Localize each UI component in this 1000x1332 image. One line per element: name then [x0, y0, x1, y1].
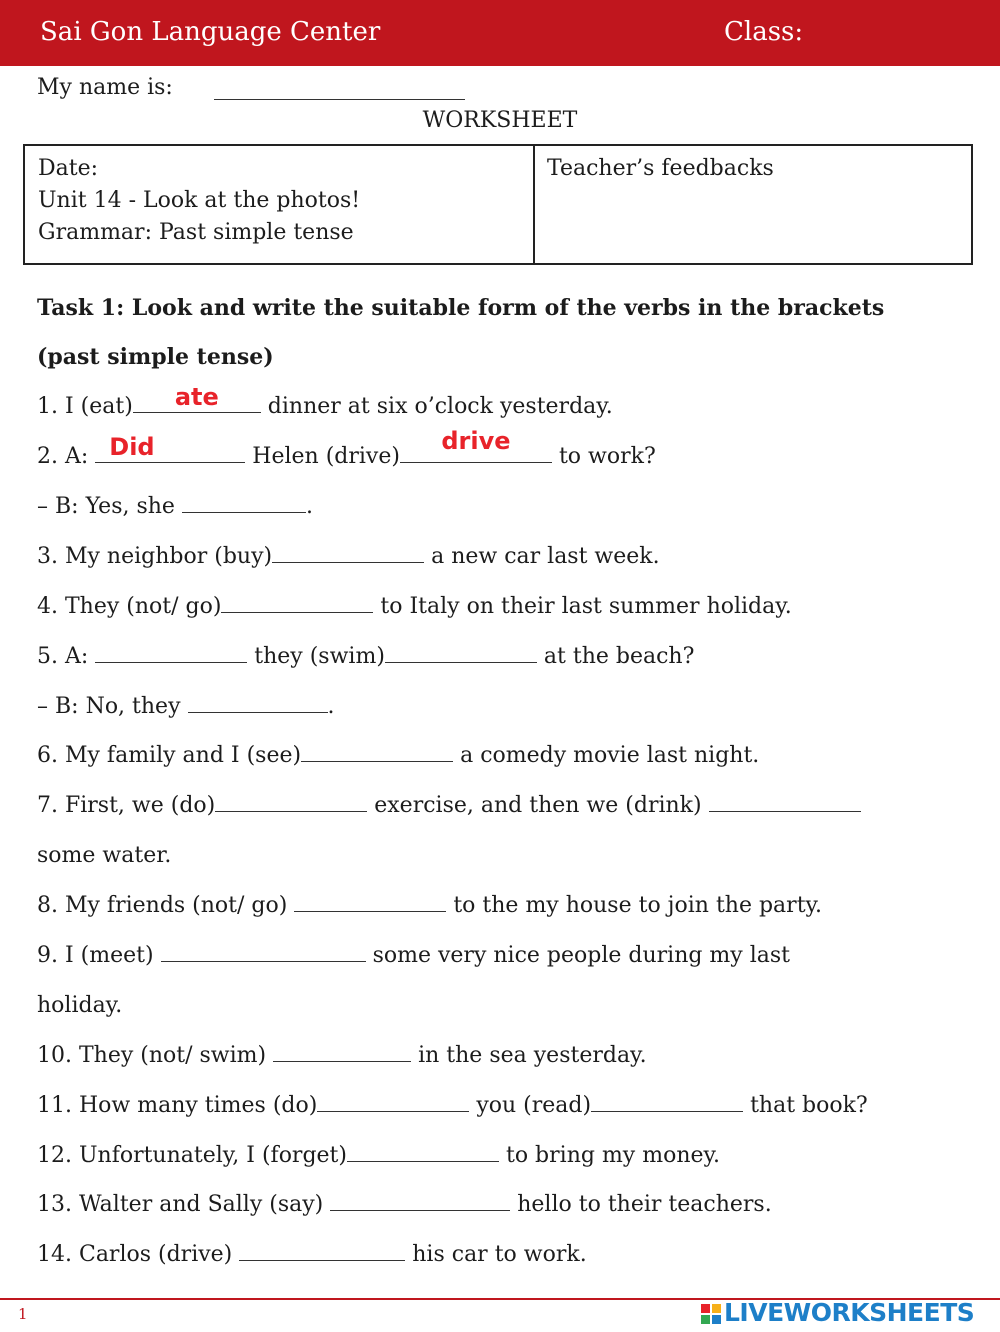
question-11: 11. How many times (do) you (read) that book?	[37, 1089, 868, 1123]
grammar-label: Grammar: Past simple tense	[38, 220, 354, 245]
answer-field-q3[interactable]	[272, 540, 424, 563]
name-blank	[214, 99, 465, 100]
answer-field-q6[interactable]	[301, 739, 453, 762]
answer-field-q9[interactable]	[161, 939, 366, 962]
answer-field-q11a[interactable]	[317, 1089, 469, 1112]
question-10: 10. They (not/ swim) in the sea yesterday.	[37, 1039, 647, 1073]
liveworksheets-text: LIVEWORKSHEETS	[724, 1298, 975, 1327]
question-9-continued: holiday.	[37, 993, 123, 1018]
answer-field-q5b[interactable]	[385, 640, 537, 663]
answer-field-q2c[interactable]	[182, 490, 306, 513]
worksheet-title: WORKSHEET	[422, 108, 578, 133]
info-box	[23, 144, 973, 265]
question-6: 6. My family and I (see) a comedy movie last night.	[37, 739, 759, 773]
class-label: Class:	[724, 17, 804, 47]
question-12: 12. Unfortunately, I (forget) to bring my money.	[37, 1139, 720, 1173]
answer-field-q13[interactable]	[330, 1188, 510, 1211]
question-8: 8. My friends (not/ go) to the my house to join the party.	[37, 889, 822, 923]
question-2-reply: – B: Yes, she .	[37, 490, 313, 524]
question-3: 3. My neighbor (buy) a new car last week.	[37, 540, 660, 574]
answer-field-q5c[interactable]	[188, 690, 328, 713]
question-7-continued: some water.	[37, 843, 172, 868]
answer-field-q7b[interactable]	[709, 789, 861, 812]
liveworksheets-icon	[700, 1303, 722, 1325]
task-title: Task 1: Look and write the suitable form of the verbs in the brackets (past simple tense)	[37, 295, 885, 370]
answer-field-q2b[interactable]: drive	[400, 440, 552, 463]
answer-field-q8[interactable]	[294, 889, 446, 912]
question-14: 14. Carlos (drive) his car to work.	[37, 1238, 587, 1272]
question-7: 7. First, we (do) exercise, and then we (drink)	[37, 789, 861, 823]
question-13: 13. Walter and Sally (say) hello to their teachers.	[37, 1188, 772, 1222]
answer-field-q10[interactable]	[273, 1039, 411, 1062]
answer-field-q11b[interactable]	[591, 1089, 743, 1112]
answer-field-q5a[interactable]	[95, 640, 247, 663]
question-1: 1. I (eat) ate dinner at six o’clock yesterday.	[37, 383, 613, 419]
answer-field-q12[interactable]	[347, 1139, 499, 1162]
unit-label: Unit 14 - Look at the photos!	[38, 188, 361, 213]
answer-field-q4[interactable]	[221, 590, 373, 613]
answer-field-q2a[interactable]: Did	[95, 440, 245, 463]
answer-field-q7a[interactable]	[215, 789, 367, 812]
name-label: My name is:	[37, 75, 173, 100]
answer-field-q14[interactable]	[239, 1238, 405, 1261]
header-bar	[0, 0, 1000, 66]
question-4: 4. They (not/ go) to Italy on their last summer holiday.	[37, 590, 792, 624]
question-5-reply: – B: No, they .	[37, 690, 335, 724]
answer-field-q1[interactable]: ate	[133, 390, 261, 413]
question-9: 9. I (meet) some very nice people during my last	[37, 939, 790, 973]
liveworksheets-logo[interactable]	[700, 1298, 974, 1328]
page-number: 1	[18, 1305, 28, 1323]
date-label: Date:	[38, 156, 99, 181]
question-2: 2. A: Did Helen (drive) drive to work?	[37, 427, 656, 469]
question-5: 5. A: they (swim) at the beach?	[37, 640, 694, 674]
center-name: Sai Gon Language Center	[40, 17, 381, 47]
feedback-label: Teacher’s feedbacks	[547, 156, 774, 181]
info-left	[25, 146, 535, 263]
